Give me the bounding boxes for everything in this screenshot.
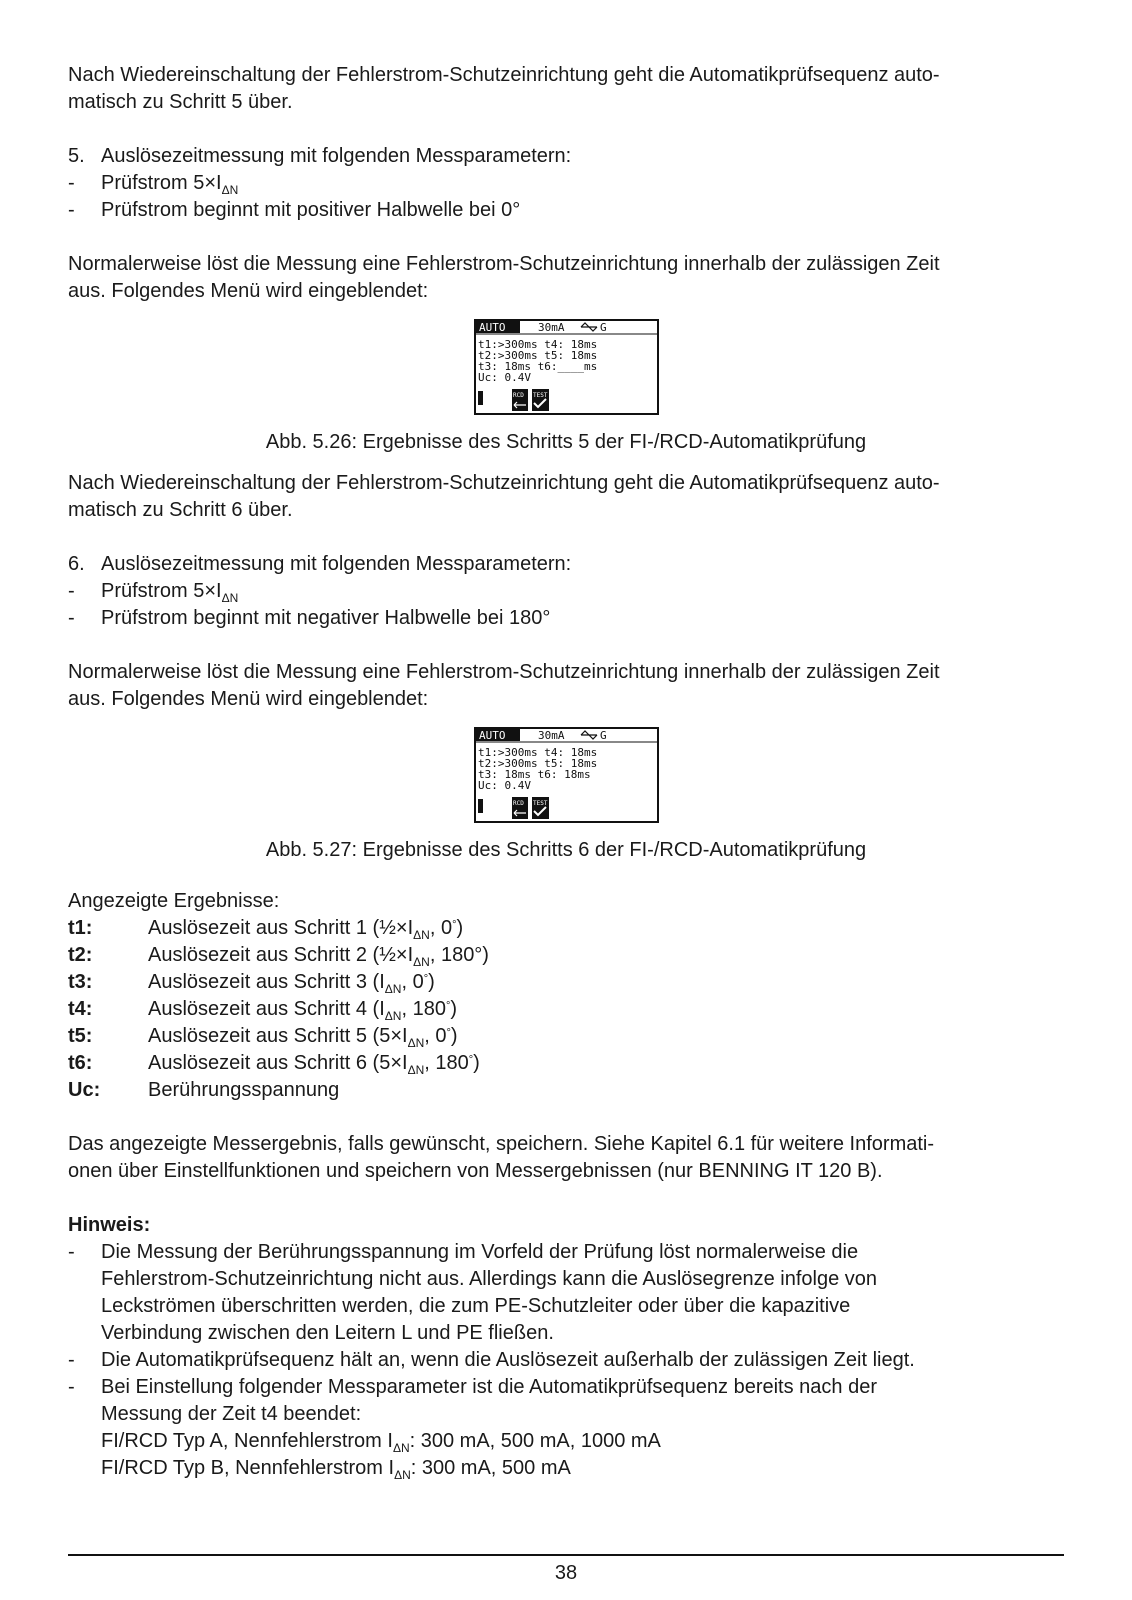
result-key: t3: <box>68 971 93 993</box>
step-text: Auslösezeitmessung mit folgenden Messparametern: <box>101 553 572 575</box>
result-text <box>148 969 435 996</box>
bullet: - <box>68 607 75 629</box>
lcd-result-line: t2:>300ms t5: 18ms <box>477 349 597 362</box>
paragraph: Normalerweise löst die Messung eine Fehlerstrom-Schutzeinrichtung innerhalb der zulässigen Zeit <box>68 661 940 683</box>
battery-icon <box>478 799 483 813</box>
list-text: Prüfstrom 5×I <box>101 172 222 194</box>
test-softkey-label: TEST <box>532 392 547 399</box>
result-row <box>68 969 1064 996</box>
bullet: - <box>68 172 75 194</box>
note-item <box>68 1374 1064 1482</box>
degree-mark: ° <box>445 1000 451 1012</box>
subscript: ΔN <box>221 591 239 605</box>
lcd-result-line: t3: 18ms t6:____ms <box>477 360 597 373</box>
lcd-current-label: 30mA <box>537 729 564 742</box>
note-line: Die Messung der Berührungsspannung im Vorfeld der Prüfung löst normalerweise die <box>101 1241 859 1263</box>
result-text-end: ) <box>428 971 435 993</box>
results-intro: Angezeigte Ergebnisse: <box>68 890 280 912</box>
result-key: t2: <box>68 944 93 966</box>
step-5 <box>68 143 1064 170</box>
lcd-result-line: Uc: 0.4V <box>477 779 531 792</box>
lcd-current-label: 30mA <box>537 321 564 334</box>
bullet: - <box>68 580 75 602</box>
paragraph: Das angezeigte Messergebnis, falls gewünscht, speichern. Siehe Kapitel 6.1 für weitere Informati- <box>68 1133 935 1155</box>
lcd-result-line: t3: 18ms t6: 18ms <box>477 768 591 781</box>
page-body <box>68 62 1064 1482</box>
lcd-result-line: t1:>300ms t4: 18ms <box>477 338 597 351</box>
paragraph: Nach Wiedereinschaltung der Fehlerstrom-Schutzeinrichtung geht die Automatikprüfsequenz auto- <box>68 64 940 86</box>
step-text: Auslösezeitmessung mit folgenden Messparametern: <box>101 145 572 167</box>
list-text: Prüfstrom 5×I <box>101 580 222 602</box>
degree-mark: ° <box>452 919 457 931</box>
result-row <box>68 942 1064 969</box>
result-row <box>68 1023 1064 1050</box>
footer-divider <box>68 1554 1064 1556</box>
figure-caption: Abb. 5.26: Ergebnisse des Schritts 5 der FI-/RCD-Automatikprüfung <box>265 431 867 453</box>
lcd-mode-label: AUTO <box>478 321 505 334</box>
result-text <box>148 996 457 1023</box>
note-line: Messung der Zeit t4 beendet: <box>101 1403 362 1425</box>
paragraph: aus. Folgendes Menü wird eingeblendet: <box>68 280 429 302</box>
result-text-end: ) <box>456 917 464 939</box>
subscript: ΔN <box>384 1009 402 1023</box>
result-text-post: , 0 <box>401 971 424 993</box>
note-line: Fehlerstrom-Schutzeinrichtung nicht aus. Allerdings kann die Auslösegrenze infolge von <box>101 1268 877 1290</box>
step-6 <box>68 551 1064 578</box>
degree-mark: ° <box>423 973 429 985</box>
result-text-pre: Auslösezeit aus Schritt 4 (I <box>148 998 385 1020</box>
subscript: ΔN <box>392 1441 410 1455</box>
subscript: ΔN <box>394 1468 411 1482</box>
result-text-post: , 180 <box>401 998 446 1020</box>
note-line: Verbindung zwischen den Leitern L und PE fließen. <box>101 1322 554 1344</box>
battery-icon <box>478 391 483 405</box>
result-text-post: , 180 <box>424 1052 469 1074</box>
result-text-pre: Auslösezeit aus Schritt 2 (½×I <box>148 944 414 966</box>
note-text-pre: FI/RCD Typ A, Nennfehlerstrom I <box>101 1430 393 1452</box>
lcd-screen-figure <box>474 319 659 415</box>
results-list <box>68 915 1064 1104</box>
result-text-post: , 180°) <box>429 944 489 966</box>
lcd-result-line: Uc: 0.4V <box>477 371 531 384</box>
note-line <box>101 1455 1064 1482</box>
note-line: Die Automatikprüfsequenz hält an, wenn die Auslösezeit außerhalb der zulässigen Zeit liegt. <box>101 1349 915 1371</box>
lcd-screen-figure <box>474 727 659 823</box>
bullet: - <box>68 1241 75 1263</box>
lcd-type-label: G <box>599 321 607 334</box>
note-title: Hinweis: <box>68 1214 151 1236</box>
paragraph: onen über Einstellfunktionen und speichern von Messergebnissen (nur BENNING IT 120 B). <box>68 1160 883 1182</box>
note-line: Bei Einstellung folgender Messparameter ist die Automatikprüfsequenz bereits nach der <box>101 1376 877 1398</box>
subscript: ΔN <box>413 928 430 942</box>
paragraph: aus. Folgendes Menü wird eingeblendet: <box>68 688 429 710</box>
note-text-pre: FI/RCD Typ B, Nennfehlerstrom I <box>101 1457 395 1479</box>
list-item <box>68 605 1064 632</box>
list-item <box>68 170 1064 197</box>
bullet: - <box>68 199 75 221</box>
list-item <box>68 197 1064 224</box>
result-text-end: ) <box>450 1025 458 1047</box>
bullet: - <box>68 1349 75 1371</box>
result-row <box>68 996 1064 1023</box>
result-text <box>148 1023 458 1050</box>
result-text-end: ) <box>473 1052 480 1074</box>
result-text-pre: Auslösezeit aus Schritt 6 (5×I <box>148 1052 408 1074</box>
degree-mark: ° <box>468 1054 474 1066</box>
result-row <box>68 1050 1064 1077</box>
lcd-type-label: G <box>599 729 607 742</box>
note-line: Leckströmen überschritten werden, die zum PE-Schutzleiter oder über die kapazitive <box>101 1295 851 1317</box>
paragraph: Normalerweise löst die Messung eine Fehlerstrom-Schutzeinrichtung innerhalb der zulässigen Zeit <box>68 253 940 275</box>
result-text-end: ) <box>450 998 458 1020</box>
note-text-post: : 300 mA, 500 mA, 1000 mA <box>409 1430 661 1452</box>
subscript: ΔN <box>413 955 430 969</box>
lcd-result-line: t2:>300ms t5: 18ms <box>477 757 597 770</box>
lcd-mode-label: AUTO <box>478 729 505 742</box>
page-number: 38 <box>554 1562 578 1584</box>
result-key: Uc: <box>68 1079 101 1101</box>
result-text <box>148 915 463 942</box>
result-row <box>68 915 1064 942</box>
note-item <box>68 1347 1064 1374</box>
result-text <box>148 942 489 969</box>
test-softkey-label: TEST <box>532 800 547 807</box>
result-text-pre: Auslösezeit aus Schritt 3 (I <box>148 971 385 993</box>
note-text-post: : 300 mA, 500 mA <box>410 1457 571 1479</box>
subscript: ΔN <box>407 1036 425 1050</box>
result-key: t4: <box>68 998 93 1020</box>
result-text-pre: Auslösezeit aus Schritt 1 (½×I <box>148 917 414 939</box>
note-line <box>101 1428 1064 1455</box>
lcd-result-line: t1:>300ms t4: 18ms <box>477 746 597 759</box>
result-key: t5: <box>68 1025 93 1047</box>
notes-list <box>68 1239 1064 1482</box>
paragraph: Nach Wiedereinschaltung der Fehlerstrom-Schutzeinrichtung geht die Automatikprüfsequenz auto- <box>68 472 940 494</box>
list-number: 6. <box>68 553 85 575</box>
subscript: ΔN <box>384 982 402 996</box>
list-item <box>68 578 1064 605</box>
subscript: ΔN <box>407 1063 425 1077</box>
result-text: Berührungsspannung <box>148 1079 340 1101</box>
note-item <box>68 1239 1064 1347</box>
result-text-post: , 0 <box>424 1025 447 1047</box>
list-text: Prüfstrom beginnt mit positiver Halbwelle bei 0° <box>101 199 521 221</box>
bullet: - <box>68 1376 75 1398</box>
list-text: Prüfstrom beginnt mit negativer Halbwelle bei 180° <box>101 607 551 629</box>
rcd-softkey-label: RCD <box>512 800 524 807</box>
list-number: 5. <box>68 145 85 167</box>
result-text <box>148 1050 480 1077</box>
paragraph: matisch zu Schritt 6 über. <box>68 499 293 521</box>
result-key: t1: <box>68 917 93 939</box>
figure-caption: Abb. 5.27: Ergebnisse des Schritts 6 der FI-/RCD-Automatikprüfung <box>265 839 867 861</box>
result-row <box>68 1077 1064 1104</box>
subscript: ΔN <box>221 183 239 197</box>
result-key: t6: <box>68 1052 93 1074</box>
result-text-pre: Auslösezeit aus Schritt 5 (5×I <box>148 1025 408 1047</box>
degree-mark: ° <box>446 1027 451 1039</box>
rcd-softkey-label: RCD <box>512 392 524 399</box>
paragraph: matisch zu Schritt 5 über. <box>68 91 293 113</box>
result-text-post: , 0 <box>429 917 453 939</box>
